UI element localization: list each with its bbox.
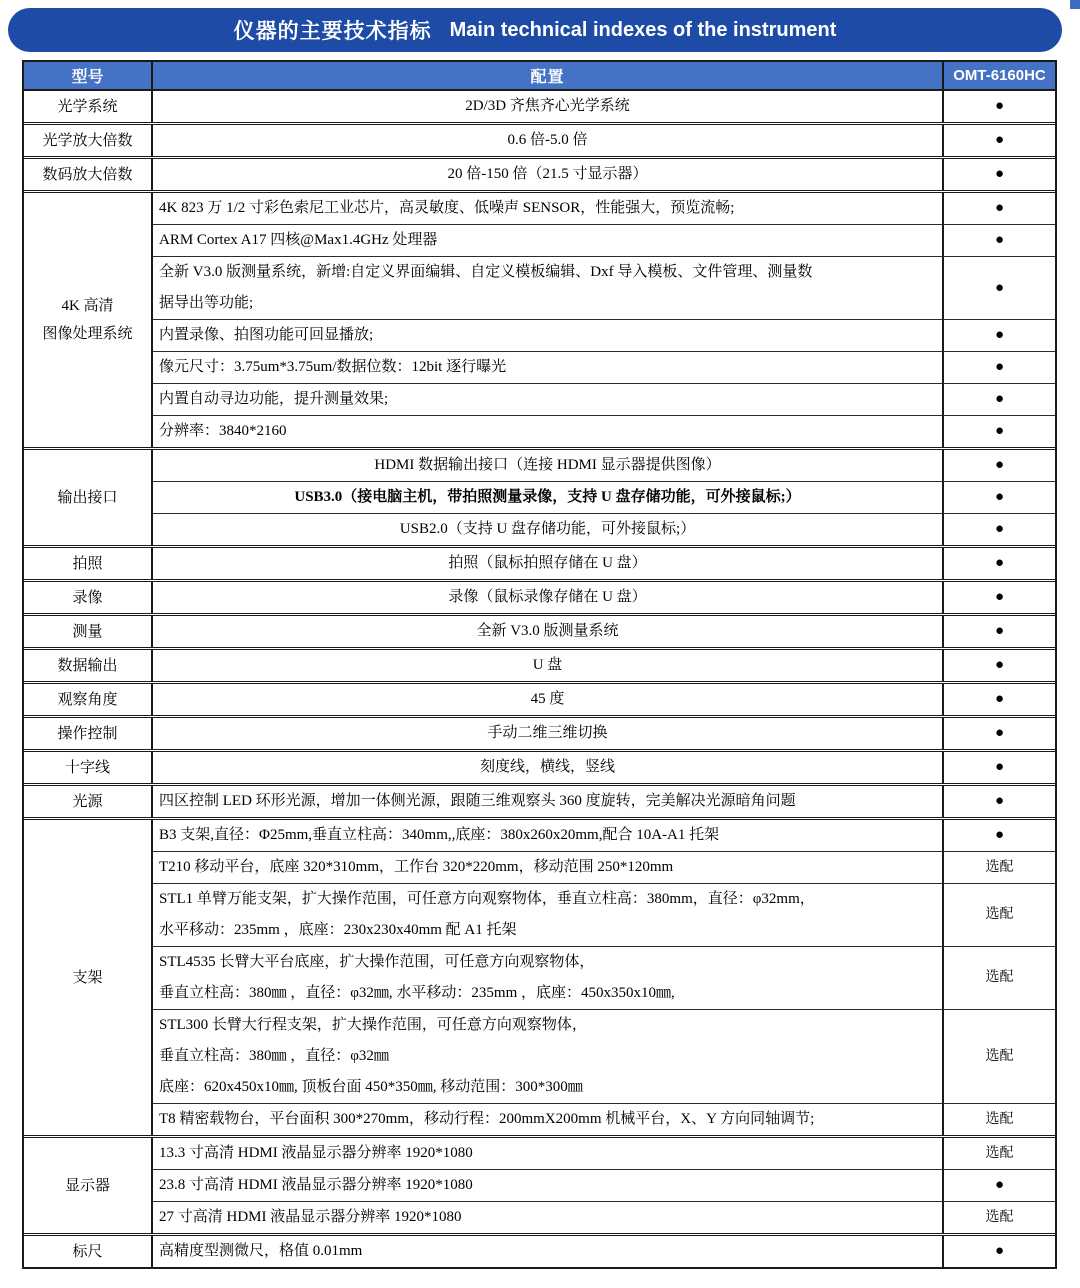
section-label-cell bbox=[24, 820, 153, 1135]
spec-text-line: 水平移动：235mm ，底座：230x230x40mm 配 A1 托架 bbox=[159, 922, 517, 938]
spec-text-line: 高精度型测微尺，格值 0.01mm bbox=[159, 1243, 363, 1259]
spec-text-line: 2D/3D 齐焦齐心光学系统 bbox=[465, 98, 630, 114]
table-row bbox=[153, 684, 1055, 715]
table-section bbox=[24, 681, 1055, 715]
spec-text-line: B3 支架,直径：Φ25mm,垂直立柱高：340mm,,底座：380x260x20mm,配合 10A-A1 托架 bbox=[159, 827, 720, 843]
section-label-cell bbox=[24, 718, 153, 749]
section-rows bbox=[153, 91, 1055, 122]
row-content-cell bbox=[153, 193, 942, 224]
table-row bbox=[153, 548, 1055, 579]
included-marker: ● bbox=[942, 193, 1055, 224]
section-rows bbox=[153, 193, 1055, 447]
table-section bbox=[24, 122, 1055, 156]
included-marker: ● bbox=[942, 752, 1055, 783]
table-row bbox=[153, 481, 1055, 513]
table-row bbox=[153, 125, 1055, 156]
section-label-cell bbox=[24, 650, 153, 681]
spec-table bbox=[22, 60, 1057, 1269]
spec-text-line: 4K 823 万 1/2 寸彩色索尼工业芯片，高灵敏度、低噪声 SENSOR，性能强大，预览流畅; bbox=[159, 200, 735, 216]
header-cell-product: OMT-6160HC bbox=[942, 62, 1055, 89]
row-content-cell bbox=[153, 752, 942, 783]
included-marker: ● bbox=[942, 616, 1055, 647]
included-marker: ● bbox=[942, 384, 1055, 415]
spec-text-line: 内置录像、拍图功能可回显播放; bbox=[159, 327, 374, 343]
table-row bbox=[153, 159, 1055, 190]
row-content-cell bbox=[153, 125, 942, 156]
row-content-cell bbox=[153, 159, 942, 190]
optional-marker: 选配 bbox=[942, 947, 1055, 1009]
section-rows bbox=[153, 684, 1055, 715]
spec-text-line: 全新 V3.0 版测量系统，新增:自定义界面编辑、自定义模板编辑、Dxf 导入模板、文件管理、测量数 bbox=[159, 264, 813, 280]
spec-text-line: 13.3 寸高清 HDMI 液晶显示器分辨率 1920*1080 bbox=[159, 1145, 473, 1161]
table-row bbox=[153, 383, 1055, 415]
table-section bbox=[24, 715, 1055, 749]
table-row bbox=[153, 1201, 1055, 1233]
table-header-row bbox=[24, 62, 1055, 91]
row-content-cell bbox=[153, 947, 942, 1009]
spec-text-line: 录像（鼠标录像存储在 U 盘） bbox=[448, 589, 647, 605]
row-content-cell bbox=[153, 225, 942, 256]
spec-text-line: 0.6 倍-5.0 倍 bbox=[507, 132, 588, 148]
included-marker: ● bbox=[942, 91, 1055, 122]
spec-text-line: T8 精密载物台，平台面积 300*270mm，移动行程：200mmX200mm 机械平台，X、Y 方向同轴调节; bbox=[159, 1111, 815, 1127]
table-row bbox=[153, 582, 1055, 613]
row-content-cell bbox=[153, 718, 942, 749]
section-label-line: 输出接口 bbox=[57, 489, 118, 506]
section-label-line: 4K 高清 bbox=[61, 298, 114, 314]
table-row bbox=[153, 319, 1055, 351]
spec-text-line: ARM Cortex A17 四核@Max1.4GHz 处理器 bbox=[159, 232, 438, 248]
table-body bbox=[24, 91, 1055, 1267]
section-label-cell bbox=[24, 193, 153, 447]
table-row bbox=[153, 786, 1055, 817]
table-row bbox=[153, 851, 1055, 883]
table-row bbox=[153, 883, 1055, 946]
row-content-cell bbox=[153, 548, 942, 579]
spec-text-line: 45 度 bbox=[530, 691, 565, 707]
spec-text-line: T210 移动平台，底座 320*310mm，工作台 320*220mm，移动范围 250*120mm bbox=[159, 859, 674, 875]
row-content-cell bbox=[153, 820, 942, 851]
section-label-line: 数码放大倍数 bbox=[42, 166, 133, 183]
banner-title-zh: 仪器的主要技术指标 bbox=[233, 19, 432, 43]
spec-text-line: 27 寸高清 HDMI 液晶显示器分辨率 1920*1080 bbox=[159, 1209, 462, 1225]
section-label-line: 光学放大倍数 bbox=[42, 132, 133, 149]
section-label-cell bbox=[24, 752, 153, 783]
row-content-cell bbox=[153, 1104, 942, 1135]
table-row bbox=[153, 946, 1055, 1009]
section-label-cell bbox=[24, 582, 153, 613]
header-cell-model: 型号 bbox=[24, 62, 153, 89]
section-rows bbox=[153, 582, 1055, 613]
table-section bbox=[24, 190, 1055, 447]
row-content-cell bbox=[153, 257, 942, 319]
optional-marker: 选配 bbox=[942, 1104, 1055, 1135]
table-section bbox=[24, 817, 1055, 1135]
section-rows bbox=[153, 786, 1055, 817]
table-row bbox=[153, 1169, 1055, 1201]
table-section bbox=[24, 749, 1055, 783]
section-label-cell bbox=[24, 450, 153, 545]
section-rows bbox=[153, 159, 1055, 190]
row-content-cell bbox=[153, 91, 942, 122]
table-section bbox=[24, 783, 1055, 817]
included-marker: ● bbox=[942, 786, 1055, 817]
table-row bbox=[153, 1103, 1055, 1135]
section-rows bbox=[153, 718, 1055, 749]
row-content-cell bbox=[153, 384, 942, 415]
row-content-cell bbox=[153, 1170, 942, 1201]
included-marker: ● bbox=[942, 1236, 1055, 1267]
section-label-cell bbox=[24, 1236, 153, 1267]
included-marker: ● bbox=[942, 257, 1055, 319]
included-marker: ● bbox=[942, 514, 1055, 545]
spec-text-line: 内置自动寻边功能，提升测量效果; bbox=[159, 391, 389, 407]
table-row bbox=[153, 513, 1055, 545]
spec-text-line: 全新 V3.0 版测量系统 bbox=[476, 623, 619, 639]
section-label-line: 标尺 bbox=[72, 1243, 103, 1260]
spec-text-line: 底座：620x450x10㎜, 顶板台面 450*350㎜, 移动范围：300*300㎜ bbox=[159, 1079, 583, 1095]
optional-marker: 选配 bbox=[942, 884, 1055, 946]
table-section bbox=[24, 579, 1055, 613]
included-marker: ● bbox=[942, 582, 1055, 613]
row-content-cell bbox=[153, 482, 942, 513]
included-marker: ● bbox=[942, 548, 1055, 579]
included-marker: ● bbox=[942, 718, 1055, 749]
section-label-line: 数据输出 bbox=[57, 657, 118, 674]
row-content-cell bbox=[153, 320, 942, 351]
spec-text-line: 据导出等功能; bbox=[159, 295, 254, 311]
included-marker: ● bbox=[942, 320, 1055, 351]
optional-marker: 选配 bbox=[942, 852, 1055, 883]
table-section bbox=[24, 1233, 1055, 1267]
table-row bbox=[153, 450, 1055, 481]
section-label-line: 支架 bbox=[72, 969, 103, 986]
included-marker: ● bbox=[942, 159, 1055, 190]
table-row bbox=[153, 616, 1055, 647]
section-label-line: 图像处理系统 bbox=[42, 326, 133, 342]
row-content-cell bbox=[153, 786, 942, 817]
included-marker: ● bbox=[942, 450, 1055, 481]
included-marker: ● bbox=[942, 225, 1055, 256]
section-label-cell bbox=[24, 159, 153, 190]
optional-marker: 选配 bbox=[942, 1138, 1055, 1169]
row-content-cell bbox=[153, 352, 942, 383]
header-cell-config: 配置 bbox=[530, 69, 565, 86]
optional-marker: 选配 bbox=[942, 1010, 1055, 1103]
row-content-cell bbox=[153, 884, 942, 946]
spec-text-line: HDMI 数据输出接口（连接 HDMI 显示器提供图像） bbox=[374, 457, 721, 473]
table-section bbox=[24, 91, 1055, 122]
section-label-line: 十字线 bbox=[64, 759, 110, 776]
included-marker: ● bbox=[942, 125, 1055, 156]
spec-text-line: 拍照（鼠标拍照存储在 U 盘） bbox=[448, 555, 647, 571]
row-content-cell bbox=[153, 416, 942, 447]
table-section bbox=[24, 156, 1055, 190]
spec-text-line: STL300 长臂大行程支架，扩大操作范围，可任意方向观察物体， bbox=[159, 1017, 587, 1033]
spec-text-line: STL4535 长臂大平台底座，扩大操作范围，可任意方向观察物体， bbox=[159, 954, 595, 970]
table-row bbox=[153, 718, 1055, 749]
section-label-cell bbox=[24, 548, 153, 579]
row-content-cell bbox=[153, 1202, 942, 1233]
table-row bbox=[153, 91, 1055, 122]
spec-text-line: 四区控制 LED 环形光源，增加一体侧光源，跟随三维观察头 360 度旋转，完美解决光源暗角问题 bbox=[159, 793, 796, 809]
section-label-line: 光学系统 bbox=[57, 98, 118, 115]
table-section bbox=[24, 545, 1055, 579]
section-label-line: 测量 bbox=[72, 623, 103, 640]
section-label-line: 观察角度 bbox=[57, 691, 118, 708]
banner-title-en: Main technical indexes of the instrument bbox=[449, 18, 837, 41]
table-section bbox=[24, 647, 1055, 681]
spec-text-line: 刻度线，横线，竖线 bbox=[479, 759, 615, 775]
row-content-cell bbox=[153, 514, 942, 545]
section-rows bbox=[153, 1138, 1055, 1233]
section-rows bbox=[153, 125, 1055, 156]
spec-text-line: 垂直立柱高：380㎜ ，直径：φ32㎜, 水平移动：235mm ，底座：450x350x10㎜, bbox=[159, 985, 675, 1001]
table-section bbox=[24, 613, 1055, 647]
section-label-cell bbox=[24, 786, 153, 817]
spec-text-line: USB2.0（支持 U 盘存储功能，可外接鼠标;） bbox=[399, 521, 696, 537]
included-marker: ● bbox=[942, 1170, 1055, 1201]
section-label-cell bbox=[24, 1138, 153, 1233]
row-content-cell bbox=[153, 650, 942, 681]
section-rows bbox=[153, 820, 1055, 1135]
table-row bbox=[153, 1009, 1055, 1103]
spec-text-line: 23.8 寸高清 HDMI 液晶显示器分辨率 1920*1080 bbox=[159, 1177, 473, 1193]
section-rows bbox=[153, 450, 1055, 545]
section-label-line: 拍照 bbox=[72, 555, 103, 572]
section-label-cell bbox=[24, 616, 153, 647]
spec-text-line: USB3.0（接电脑主机，带拍照测量录像，支持 U 盘存储功能，可外接鼠标;） bbox=[294, 489, 801, 505]
spec-text-line: 像元尺寸：3.75um*3.75um/数据位数：12bit 逐行曝光 bbox=[159, 359, 507, 375]
section-rows bbox=[153, 752, 1055, 783]
table-row bbox=[153, 1138, 1055, 1169]
optional-marker: 选配 bbox=[942, 1202, 1055, 1233]
row-content-cell bbox=[153, 450, 942, 481]
table-row bbox=[153, 351, 1055, 383]
spec-text-line: 手动二维三维切换 bbox=[487, 725, 608, 741]
corner-accent-square bbox=[1070, 0, 1080, 9]
section-label-line: 录像 bbox=[72, 589, 103, 606]
spec-text-line: 分辨率：3840*2160 bbox=[159, 423, 287, 439]
row-content-cell bbox=[153, 582, 942, 613]
row-content-cell bbox=[153, 852, 942, 883]
spec-text-line: U 盘 bbox=[532, 657, 563, 673]
table-section bbox=[24, 447, 1055, 545]
section-label-line: 显示器 bbox=[64, 1177, 110, 1194]
table-row bbox=[153, 415, 1055, 447]
section-label-cell bbox=[24, 91, 153, 122]
section-label-cell bbox=[24, 125, 153, 156]
row-content-cell bbox=[153, 1138, 942, 1169]
table-row bbox=[153, 650, 1055, 681]
spec-text-line: 垂直立柱高：380㎜ ，直径：φ32㎜ bbox=[159, 1048, 389, 1064]
spec-text-line: 20 倍-150 倍（21.5 寸显示器） bbox=[447, 166, 648, 182]
row-content-cell bbox=[153, 1010, 942, 1103]
table-row bbox=[153, 820, 1055, 851]
section-label-line: 操作控制 bbox=[57, 725, 118, 742]
table-row bbox=[153, 752, 1055, 783]
included-marker: ● bbox=[942, 482, 1055, 513]
spec-text-line: STL1 单臂万能支架，扩大操作范围，可任意方向观察物体，垂直立柱高：380mm，直径：φ32mm， bbox=[159, 891, 815, 907]
section-rows bbox=[153, 1236, 1055, 1267]
section-label-line: 光源 bbox=[72, 793, 103, 810]
table-row bbox=[153, 1236, 1055, 1267]
included-marker: ● bbox=[942, 650, 1055, 681]
page-title-banner bbox=[8, 8, 1062, 52]
row-content-cell bbox=[153, 684, 942, 715]
section-rows bbox=[153, 616, 1055, 647]
table-row bbox=[153, 224, 1055, 256]
included-marker: ● bbox=[942, 416, 1055, 447]
section-rows bbox=[153, 548, 1055, 579]
included-marker: ● bbox=[942, 820, 1055, 851]
table-row bbox=[153, 256, 1055, 319]
section-rows bbox=[153, 650, 1055, 681]
row-content-cell bbox=[153, 1236, 942, 1267]
included-marker: ● bbox=[942, 684, 1055, 715]
section-label-cell bbox=[24, 684, 153, 715]
row-content-cell bbox=[153, 616, 942, 647]
included-marker: ● bbox=[942, 352, 1055, 383]
table-section bbox=[24, 1135, 1055, 1233]
table-row bbox=[153, 193, 1055, 224]
